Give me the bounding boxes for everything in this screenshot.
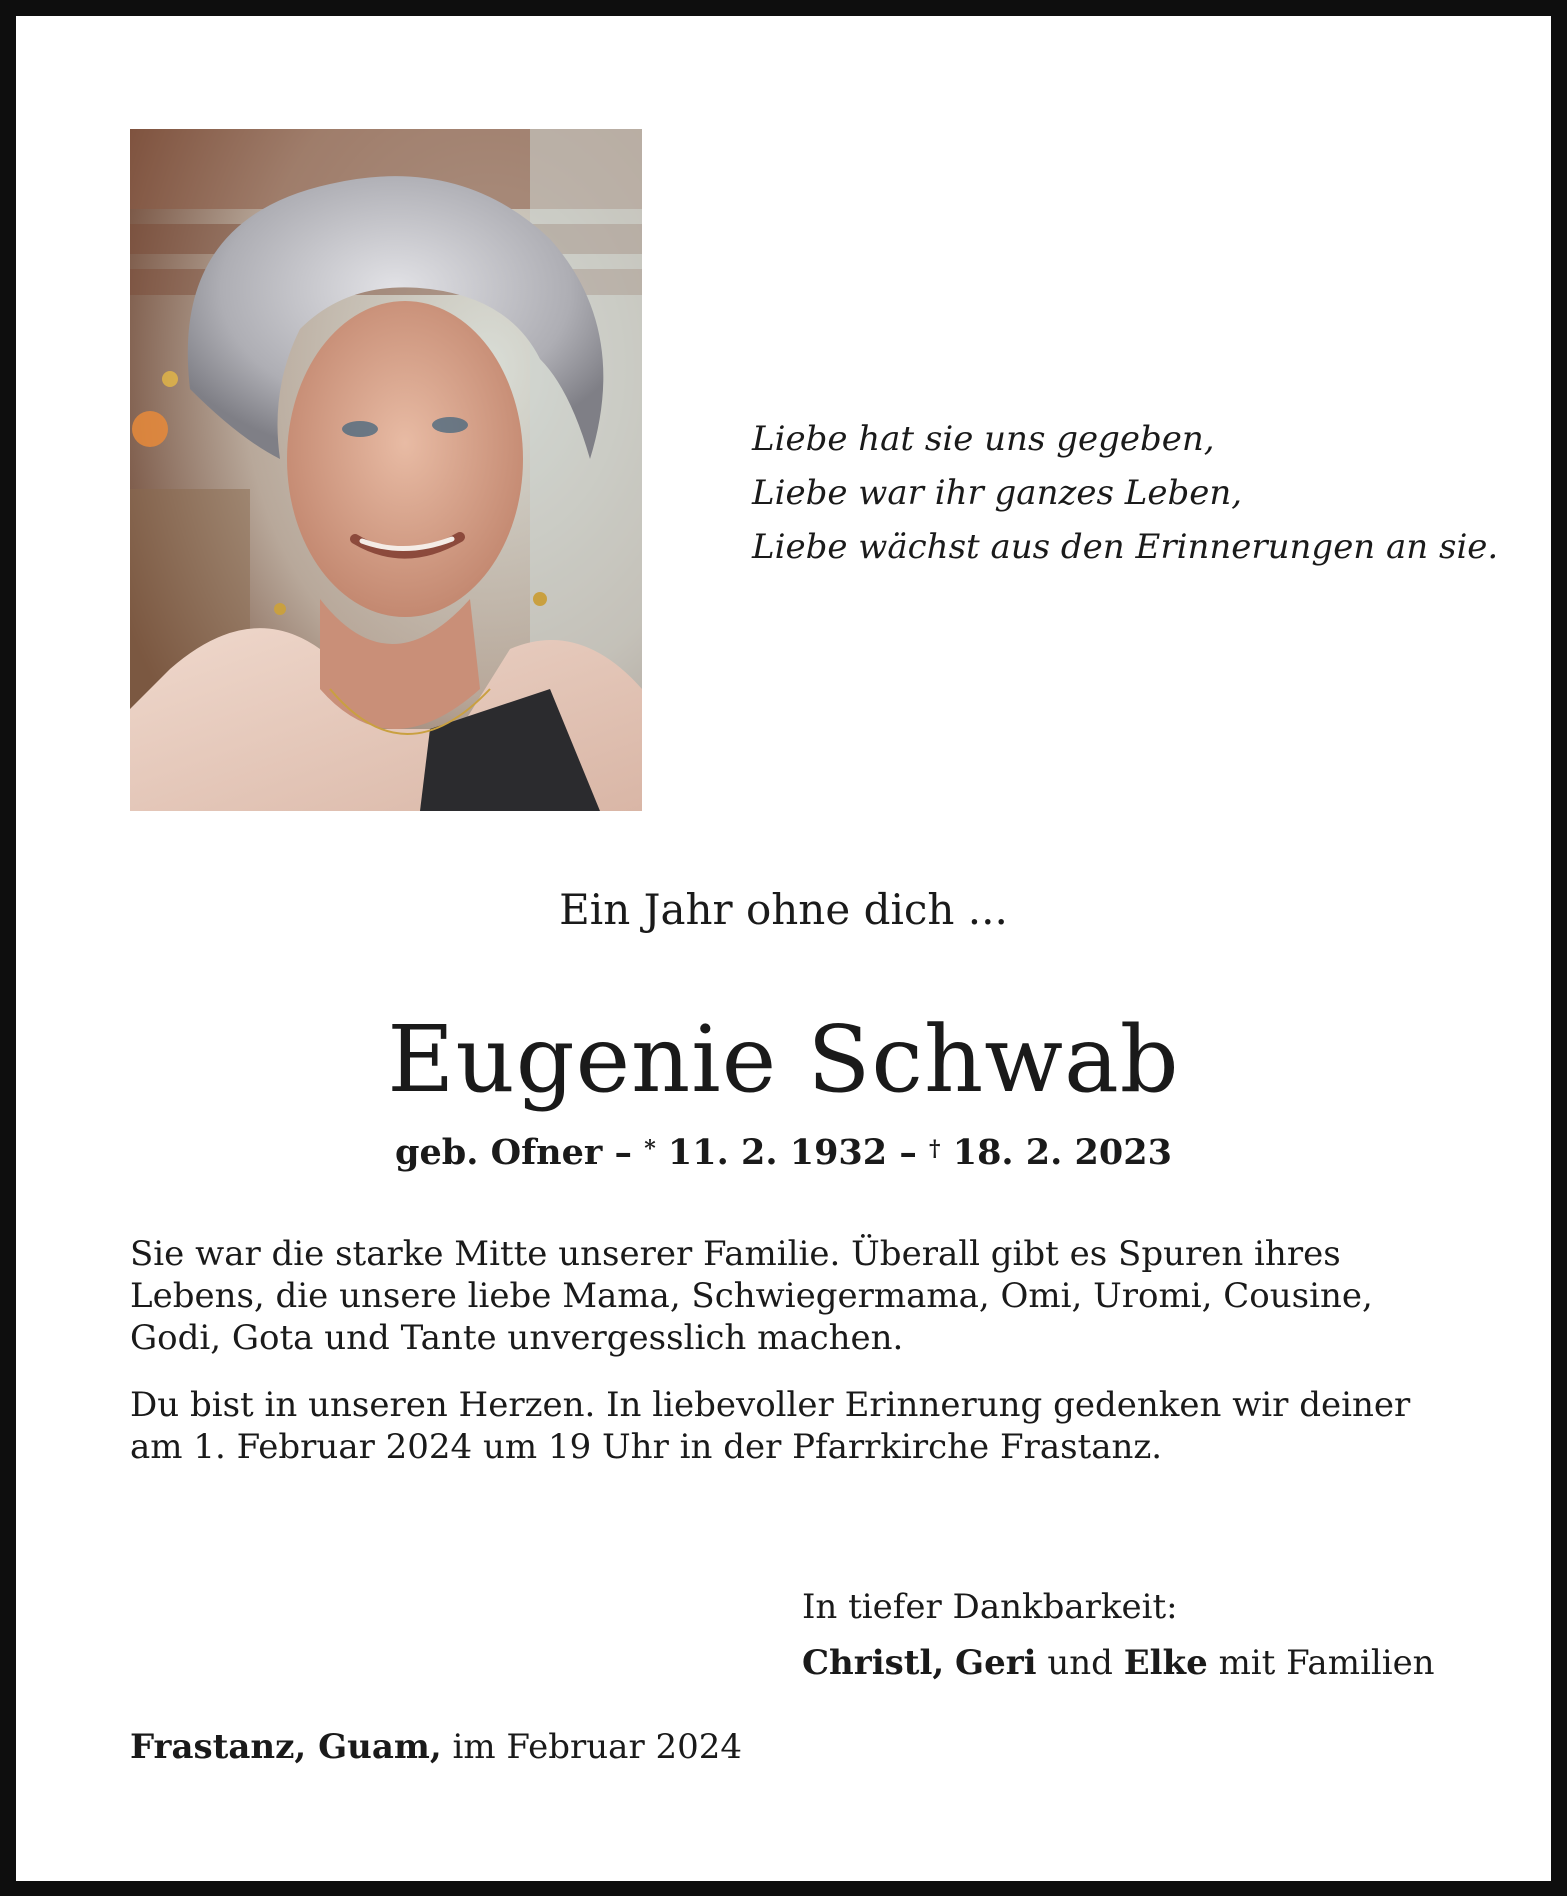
portrait-photo xyxy=(130,129,642,811)
born-symbol: * xyxy=(644,1136,656,1162)
died-symbol: † xyxy=(929,1136,941,1162)
memorial-service-paragraph: Du bist in unseren Herzen. In liebevoller Erinnerung gedenken wir deiner am 1. Februar 2024 um 19 Uhr in der Pfarrkirche Frastanz. xyxy=(130,1385,1411,1467)
maiden-name: geb. Ofner xyxy=(395,1132,603,1173)
signatory-3: Elke xyxy=(1123,1643,1208,1683)
tribute-paragraph: Sie war die starke Mitte unserer Familie. Überall gibt es Spuren ihres Lebens, die unsere liebe Mama, Schwiegermama, Omi, Uromi, Cousine, Godi, Gota und Tante unvergesslich machen. xyxy=(130,1234,1373,1358)
birth-date: 11. 2. 1932 xyxy=(667,1132,888,1173)
death-date: 18. 2. 2023 xyxy=(952,1132,1172,1173)
portrait-image xyxy=(130,129,642,811)
thanks-heading: In tiefer Dankbarkeit: xyxy=(802,1587,1178,1627)
verse-line-2: Liebe war ihr ganzes Leben, xyxy=(752,473,1243,513)
memorial-verse xyxy=(752,412,1498,574)
verse-line-1: Liebe hat sie uns gegeben, xyxy=(752,419,1215,459)
signatory-2: Geri xyxy=(955,1643,1037,1683)
signatory-suffix: mit Familien xyxy=(1218,1643,1435,1683)
family-signatories xyxy=(802,1635,1435,1691)
intro-line: Ein Jahr ohne dich ... xyxy=(559,885,1008,934)
place-and-date xyxy=(130,1724,742,1770)
verse-line-3: Liebe wächst aus den Erinnerungen an sie. xyxy=(752,527,1499,567)
life-dates: geb. Ofner – * 11. 2. 1932 – † 18. 2. 2023 xyxy=(395,1132,1172,1173)
thanks-block xyxy=(802,1579,1435,1691)
closing-date: im Februar 2024 xyxy=(452,1727,743,1767)
deceased-name: Eugenie Schwab xyxy=(387,1006,1180,1113)
places: Frastanz, Guam, xyxy=(130,1727,442,1767)
signatory-1: Christl, xyxy=(802,1643,945,1683)
conjunction: und xyxy=(1047,1643,1113,1683)
